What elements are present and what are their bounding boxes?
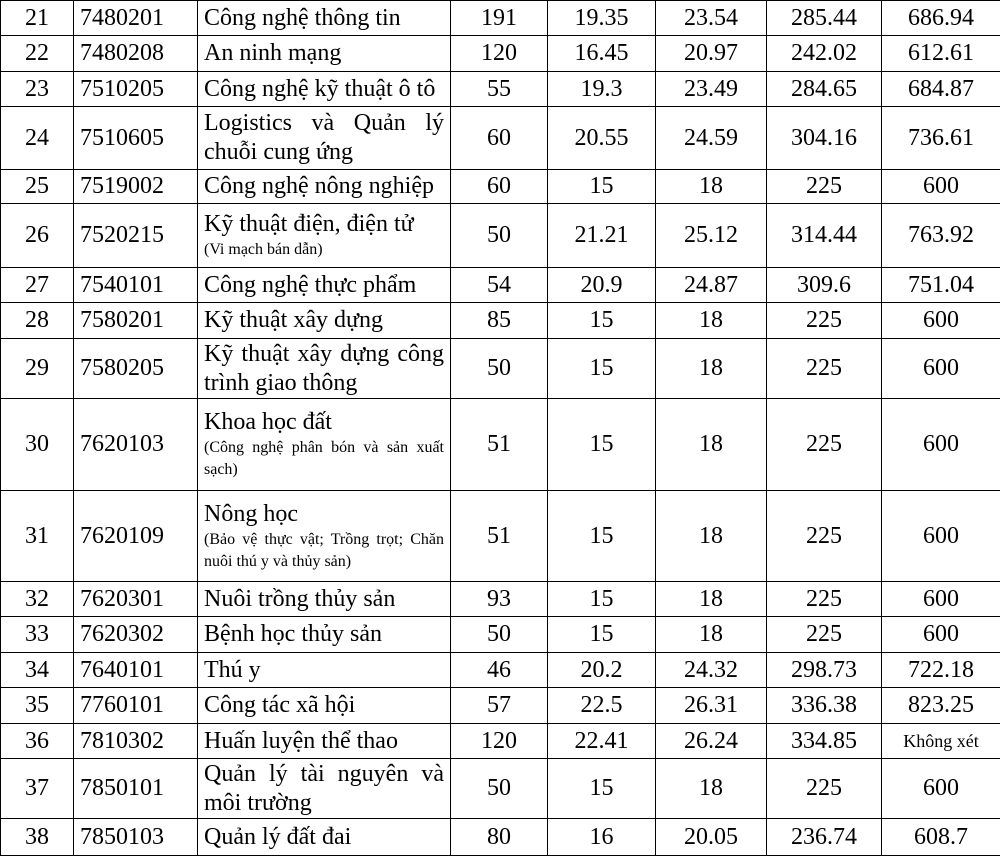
score-4: 751.04 (882, 268, 1000, 303)
quota: 120 (451, 36, 548, 72)
score-3: 314.44 (767, 204, 882, 268)
quota: 93 (451, 582, 548, 617)
score-3: 225 (767, 582, 882, 617)
table-row (1, 303, 1000, 339)
score-3: 225 (767, 399, 882, 491)
program-code: 7640101 (74, 653, 198, 688)
score-4: 600 (882, 617, 1000, 653)
program-name: Nuôi trồng thủy sản (204, 586, 395, 612)
row-number: 36 (1, 724, 74, 759)
table-row (1, 582, 1000, 617)
score-2: 18 (656, 759, 767, 819)
quota: 54 (451, 268, 548, 303)
program-name: Bệnh học thủy sản (204, 621, 382, 647)
score-4: 763.92 (882, 204, 1000, 268)
table-row (1, 819, 1000, 856)
score-3: 334.85 (767, 724, 882, 759)
program-code: 7620109 (74, 491, 198, 582)
program-code: 7519002 (74, 170, 198, 204)
program-name-cell (198, 1, 451, 36)
program-name-cell (198, 36, 451, 72)
program-name-cell (198, 268, 451, 303)
program-name-cell (198, 688, 451, 724)
program-specialization: (Công nghệ phân bón và sản xuất sạch) (204, 437, 444, 481)
score-3: 225 (767, 170, 882, 204)
score-2: 18 (656, 339, 767, 399)
quota: 120 (451, 724, 548, 759)
quota: 60 (451, 170, 548, 204)
score-1: 15 (548, 339, 656, 399)
program-name: Nông học (204, 501, 298, 527)
score-2: 18 (656, 303, 767, 339)
table-row (1, 107, 1000, 170)
quota: 51 (451, 491, 548, 582)
quota: 50 (451, 339, 548, 399)
program-name-cell (198, 303, 451, 339)
program-name-cell (198, 491, 451, 582)
program-name: Công tác xã hội (204, 692, 355, 718)
score-1: 19.3 (548, 72, 656, 107)
row-number: 23 (1, 72, 74, 107)
program-code: 7620103 (74, 399, 198, 491)
row-number: 33 (1, 617, 74, 653)
score-4: 686.94 (882, 1, 1000, 36)
score-3: 225 (767, 759, 882, 819)
program-name: Huấn luyện thể thao (204, 728, 398, 754)
program-name: Quản lý tài nguyên và môi trường (204, 761, 444, 816)
program-code: 7510205 (74, 72, 198, 107)
table-row (1, 72, 1000, 107)
score-1: 20.9 (548, 268, 656, 303)
program-code: 7480208 (74, 36, 198, 72)
quota: 51 (451, 399, 548, 491)
program-name-cell (198, 72, 451, 107)
quota: 50 (451, 204, 548, 268)
score-4: 600 (882, 170, 1000, 204)
table-row (1, 759, 1000, 819)
score-2: 18 (656, 617, 767, 653)
program-name: An ninh mạng (204, 40, 341, 66)
score-3: 225 (767, 303, 882, 339)
score-3: 242.02 (767, 36, 882, 72)
row-number: 27 (1, 268, 74, 303)
quota: 191 (451, 1, 548, 36)
score-1: 20.2 (548, 653, 656, 688)
program-name-cell (198, 759, 451, 819)
score-1: 15 (548, 399, 656, 491)
score-3: 309.6 (767, 268, 882, 303)
quota: 46 (451, 653, 548, 688)
score-1: 15 (548, 491, 656, 582)
program-code: 7580205 (74, 339, 198, 399)
program-code: 7520215 (74, 204, 198, 268)
quota: 50 (451, 759, 548, 819)
row-number: 38 (1, 819, 74, 856)
score-4: 600 (882, 759, 1000, 819)
score-3: 336.38 (767, 688, 882, 724)
program-specialization: (Bảo vệ thực vật; Trồng trọt; Chăn nuôi thú y và thủy sản) (204, 529, 444, 573)
score-3: 298.73 (767, 653, 882, 688)
program-name: Thú y (204, 657, 261, 683)
program-code: 7580201 (74, 303, 198, 339)
row-number: 34 (1, 653, 74, 688)
program-code: 7620301 (74, 582, 198, 617)
row-number: 32 (1, 582, 74, 617)
program-name: Kỹ thuật xây dựng (204, 307, 383, 333)
table-row (1, 617, 1000, 653)
row-number: 28 (1, 303, 74, 339)
table-row (1, 339, 1000, 399)
quota: 85 (451, 303, 548, 339)
score-2: 24.87 (656, 268, 767, 303)
quota: 60 (451, 107, 548, 170)
program-name: Logistics và Quản lý chuỗi cung ứng (204, 110, 444, 165)
score-1: 22.5 (548, 688, 656, 724)
score-2: 18 (656, 399, 767, 491)
table-row (1, 1, 1000, 36)
table-body (1, 1, 1000, 856)
score-4: 600 (882, 491, 1000, 582)
score-2: 24.32 (656, 653, 767, 688)
score-1: 21.21 (548, 204, 656, 268)
score-1: 15 (548, 759, 656, 819)
program-code: 7540101 (74, 268, 198, 303)
score-3: 225 (767, 339, 882, 399)
program-name-cell (198, 339, 451, 399)
row-number: 29 (1, 339, 74, 399)
score-4: 612.61 (882, 36, 1000, 72)
score-3: 304.16 (767, 107, 882, 170)
row-number: 24 (1, 107, 74, 170)
program-name: Công nghệ thông tin (204, 5, 401, 31)
program-name: Khoa học đất (204, 409, 332, 435)
program-name: Công nghệ kỹ thuật ô tô (204, 76, 435, 102)
score-4: 684.87 (882, 72, 1000, 107)
score-2: 26.24 (656, 724, 767, 759)
score-2: 23.49 (656, 72, 767, 107)
row-number: 26 (1, 204, 74, 268)
table-row (1, 724, 1000, 759)
score-3: 285.44 (767, 1, 882, 36)
program-code: 7760101 (74, 688, 198, 724)
score-4: Không xét (882, 724, 1000, 759)
score-4: 736.61 (882, 107, 1000, 170)
table-row (1, 688, 1000, 724)
table-row (1, 204, 1000, 268)
score-2: 25.12 (656, 204, 767, 268)
program-name-cell (198, 204, 451, 268)
quota: 55 (451, 72, 548, 107)
score-4: 600 (882, 399, 1000, 491)
table-row (1, 36, 1000, 72)
program-code: 7510605 (74, 107, 198, 170)
program-code: 7850103 (74, 819, 198, 856)
table-row (1, 170, 1000, 204)
quota: 50 (451, 617, 548, 653)
program-specialization: (Vi mạch bán dẫn) (204, 239, 444, 261)
score-1: 15 (548, 617, 656, 653)
score-1: 20.55 (548, 107, 656, 170)
row-number: 31 (1, 491, 74, 582)
program-name-cell (198, 617, 451, 653)
score-2: 24.59 (656, 107, 767, 170)
score-3: 225 (767, 491, 882, 582)
program-name-cell (198, 724, 451, 759)
program-name: Kỹ thuật xây dựng công trình giao thông (204, 341, 444, 396)
program-code: 7480201 (74, 1, 198, 36)
quota: 80 (451, 819, 548, 856)
score-2: 20.97 (656, 36, 767, 72)
score-1: 16 (548, 819, 656, 856)
score-1: 16.45 (548, 36, 656, 72)
quota: 57 (451, 688, 548, 724)
program-code: 7850101 (74, 759, 198, 819)
score-2: 20.05 (656, 819, 767, 856)
program-name-cell (198, 170, 451, 204)
score-4: 722.18 (882, 653, 1000, 688)
program-name-cell (198, 653, 451, 688)
row-number: 30 (1, 399, 74, 491)
table-row (1, 268, 1000, 303)
program-name-cell (198, 582, 451, 617)
score-2: 26.31 (656, 688, 767, 724)
program-name: Quản lý đất đai (204, 824, 351, 850)
table-row (1, 653, 1000, 688)
score-2: 23.54 (656, 1, 767, 36)
program-name: Công nghệ thực phẩm (204, 272, 416, 298)
score-4: 600 (882, 303, 1000, 339)
row-number: 21 (1, 1, 74, 36)
score-1: 15 (548, 303, 656, 339)
table-row (1, 399, 1000, 491)
score-1: 19.35 (548, 1, 656, 36)
program-name-cell (198, 107, 451, 170)
score-1: 22.41 (548, 724, 656, 759)
program-name: Kỹ thuật điện, điện tử (204, 211, 414, 237)
row-number: 35 (1, 688, 74, 724)
score-4: 608.7 (882, 819, 1000, 856)
row-number: 22 (1, 36, 74, 72)
score-3: 236.74 (767, 819, 882, 856)
row-number: 37 (1, 759, 74, 819)
program-name-cell (198, 399, 451, 491)
program-name: Công nghệ nông nghiệp (204, 173, 434, 199)
program-code: 7810302 (74, 724, 198, 759)
score-4: 823.25 (882, 688, 1000, 724)
score-2: 18 (656, 491, 767, 582)
table-row (1, 491, 1000, 582)
score-3: 225 (767, 617, 882, 653)
score-2: 18 (656, 170, 767, 204)
score-2: 18 (656, 582, 767, 617)
score-4: 600 (882, 582, 1000, 617)
score-1: 15 (548, 582, 656, 617)
program-code: 7620302 (74, 617, 198, 653)
row-number: 25 (1, 170, 74, 204)
score-4: 600 (882, 339, 1000, 399)
score-3: 284.65 (767, 72, 882, 107)
program-name-cell (198, 819, 451, 856)
score-1: 15 (548, 170, 656, 204)
